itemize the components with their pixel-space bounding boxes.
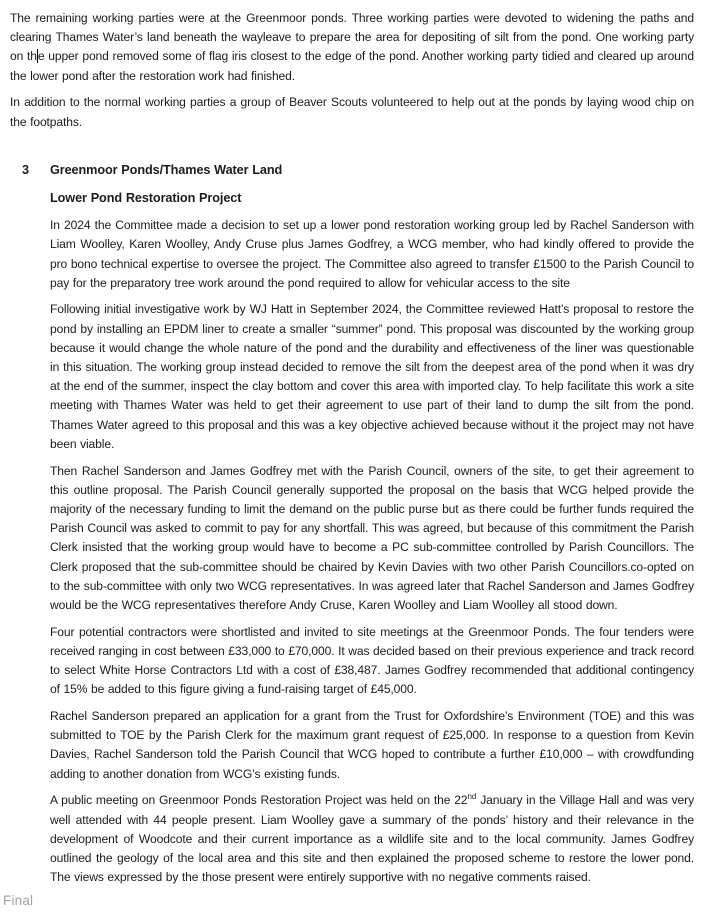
paragraph-text[interactable]: January in the Village Hall and was very well attended with 44 people present. Liam Woolley gave a summary of the ponds’ history and their relevance in the development of Woodcote and their current importance as a wildlife site and to the local community. James Godfrey outlined the geology of the local area and this site and then explained the proposed scheme to restore the lower pond. The views expressed by the those present were entirely supportive with no negative comments raised. xyxy=(50,793,694,885)
paragraph-contractors[interactable]: Four potential contractors were shortlisted and invited to site meetings at the Greenmoor Ponds. The four tenders were received ranging in cost between £33,000 to £70,000. It was decided based on their previous experience and track record to select White Horse Contractors Ltd with a cost of £38,487. James Godfrey recommended that additional contingency of 15% be added to this figure giving a fund-raising target of £45,000. xyxy=(50,624,694,697)
paragraph-text-after-caret[interactable]: e upper pond removed some of flag iris closest to the edge of the pond. Another working party tidied and cleared up around the lower pond after the restoration work had finished. xyxy=(10,49,694,83)
paragraph-working-parties[interactable] xyxy=(10,9,694,86)
ordinal-superscript: nd xyxy=(467,792,477,802)
section-heading[interactable] xyxy=(22,161,694,180)
paragraph-text[interactable]: A public meeting on Greenmoor Ponds Restoration Project was held on the 22 xyxy=(50,793,468,808)
subsection-heading[interactable]: Lower Pond Restoration Project xyxy=(50,190,242,205)
section-number[interactable]: 3 xyxy=(22,162,29,177)
paragraph-public-meeting[interactable] xyxy=(50,791,694,887)
section-title[interactable]: Greenmoor Ponds/Thames Water Land xyxy=(50,162,283,177)
paragraph-beaver-scouts[interactable]: In addition to the normal working parties a group of Beaver Scouts volunteered to help out at the ponds by laying wood chip on the footpaths. xyxy=(10,95,694,129)
paragraph-parish-council[interactable]: Then Rachel Sanderson and James Godfrey met with the Parish Council, owners of the site, to get their agreement to this outline proposal. The Parish Council generally supported the proposal on the basis that WCG helped provide the majority of the necessary funding to limit the demand on the public purse but as there could be further funds required the Parish Council was asked to commit to pay for any shortfall. This was agreed, but because of this commitment the Parish Clerk insisted that the working group would have to become a PC sub-committee controlled by Parish Councillors. The Clerk proposed that the sub-committee should be chaired by Kevin Davies with two other Parish Councillors.co-opted on to the sub-committee with only two WCG representatives. In was agreed later that Rachel Sanderson and James Godfrey would be the WCG representatives therefore Andy Cruse, Karen Woolley and Liam Woolley all stood down. xyxy=(50,463,694,612)
paragraph-committee-decision[interactable]: In 2024 the Committee made a decision to set up a lower pond restoration working group led by Rachel Sanderson with Liam Woolley, Karen Woolley, Andy Cruse plus James Godfrey, a WCG member, who had kindly offered to provide the pro bono technical expertise to oversee the project. The Committee also agreed to transfer £1500 to the Parish Council to pay for the preparatory tree work around the pond required to allow for vehicular access to the site xyxy=(50,218,694,290)
paragraph-grant-application[interactable]: Rachel Sanderson prepared an application for a grant from the Trust for Oxfordshire’s Environment (TOE) and this was submitted to TOE by the Parish Clerk for the maximum grant request of £25,000. In response to a question from Kevin Davies, Rachel Sanderson told the Parish Council that WCG hoped to contribute a further £10,000 – with crowdfunding adding to another donation from WCG’s existing funds. xyxy=(50,709,694,781)
footer-status: Final xyxy=(3,893,34,908)
paragraph-text-before-caret[interactable]: The remaining working parties were at the Greenmoor ponds. Three working parties were devoted to widening the paths and clearing Thames Water’s land beneath the wayleave to prepare the area for depositing of silt from the pond. One working party on th xyxy=(10,11,694,64)
paragraph-hatt-proposal[interactable]: Following initial investigative work by WJ Hatt in September 2024, the Committee reviewed Hatt’s proposal to restore the pond by installing an EPDM liner to create a smaller “summer” pond. This proposal was discounted by the working group because it would change the whole nature of the pond and the durability and effectiveness of the liner was questionable in this situation. The working group instead decided to remove the silt from the deepest area of the pond when it was dry at the end of the summer, inspect the clay bottom and cover this area with imported clay. To help facilitate this work a site meeting with Thames Water was held to get their agreement to use part of their land to dump the silt from the pond. Thames Water agreed to this proposal and this was a key objective achieved because without it the project may not have been viable. xyxy=(50,302,694,451)
